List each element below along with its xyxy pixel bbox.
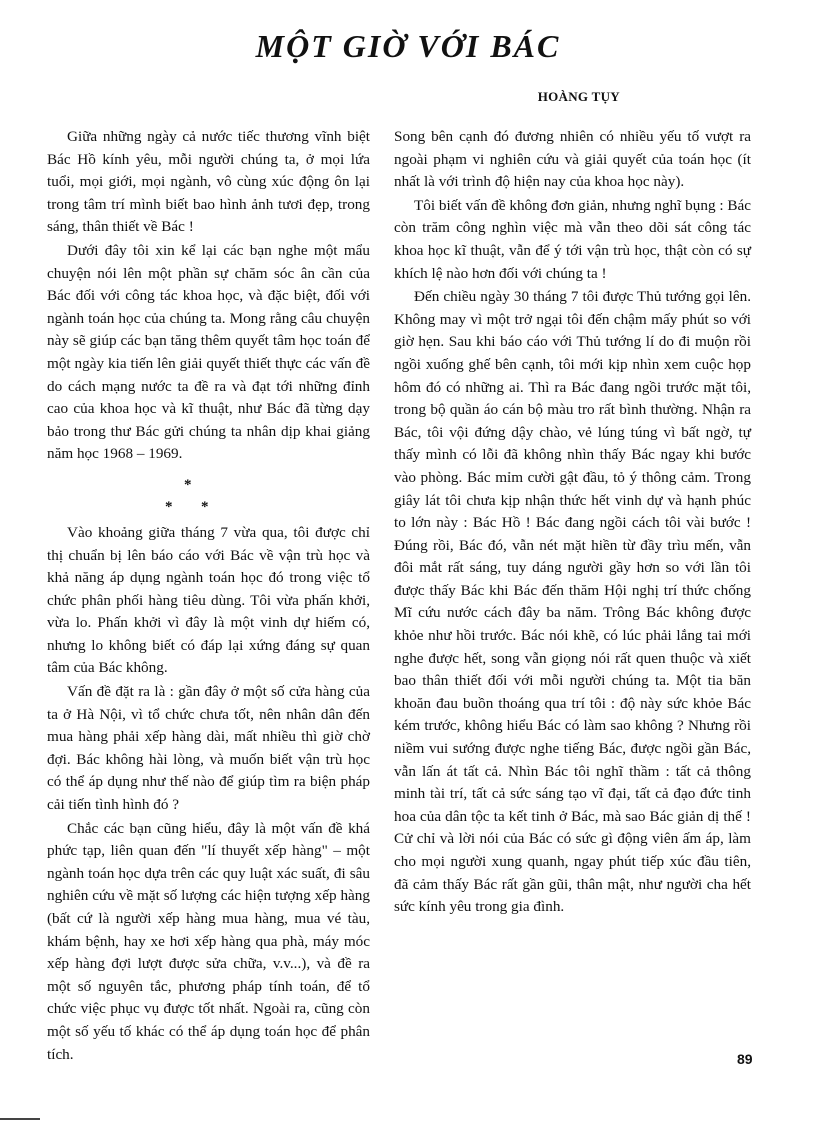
- right-column: [394, 126, 751, 919]
- paragraph: Đến chiều ngày 30 tháng 7 tôi được Thủ tướng gọi lên. Không may vì một trở ngại tôi đến chậm mấy phút so với giờ hẹn. Sau khi báo cáo với Thủ tướng lí do đi muộn rồi ngồi xuống ghế bên cạnh, tôi mới kịp nhìn xem cuộc họp hôm đó có những ai. Thì ra Bác đang ngồi trước mặt tôi, trong bộ quần áo cán bộ màu tro rất bình thường. Nhận ra Bác, tôi vội đứng dậy chào, vẻ lúng túng vì bất ngờ, tự thấy mình có lỗi đã không nhìn thấy Bác ngay khi bước vào phòng. Bác mỉm cười gật đầu, tỏ ý thông cảm. Trong giây lát tôi chưa kịp nhận thức hết vinh dự và hạnh phúc to lớn này : Bác Hồ ! Bác đang ngồi cách tôi vài bước ! Đúng rồi, Bác đó, vẫn nét mặt hiền từ đầy trìu mến, vẫn đôi mắt rất sáng, tuy dáng người gầy hơn so với lần tôi được thấy Bác khi Bác đến thăm Hội nghị trí thức chống Mĩ cứu nước cách đây ba năm. Trông Bác không được khỏe như hồi trước. Bác nói khẽ, có lúc phải lắng tai mới nghe được hết, song vẫn giọng nói rất quen thuộc và xiết bao thân thiết đối với mỗi người chúng ta. Một tia băn khoăn đau buồn thoáng qua trí tôi : độ này sức khỏe Bác kém trước, không hiểu Bác có làm sao không ? Nhưng rồi niềm vui sướng được nghe tiếng Bác, được ngồi gần Bác, vẫn lấn át tất cả. Nhìn Bác tôi nghĩ thầm : tất cả thông minh tài trí, tất cả sức sáng tạo vĩ đại, tất cả đạo đức tinh hoa của dân tộc ta kết tinh ở Bác, mà sao Bác giản dị thế ! Cử chỉ và lời nói của Bác có sức gì động viên ấm áp, làm cho mọi người xung quanh, ngay phút tiếp xúc đầu tiên, đã cảm thấy Bác rất gần gũi, thân mật, như người cha hết sức kính yêu trong gia đình.: [394, 288, 751, 916]
- paragraph: Giữa những ngày cả nước tiếc thương vĩnh biệt Bác Hồ kính yêu, mỗi người chúng ta, ở mọi lứa tuổi, mọi giới, mọi ngành, vô cùng xúc động ôn lại trong tâm trí mình biết bao hình ảnh tươi đẹp, trong sáng, thân thiết về Bác !: [47, 128, 370, 236]
- paragraph: Chắc các bạn cũng hiểu, đây là một vấn đề khá phức tạp, liên quan đến "lí thuyết xếp hàng" – một ngành toán học dựa trên các quy luật xác suất, đi sâu nghiên cứu về mặt số lượng các hiện tượng xếp hàng (bất cứ là người xếp hàng mua hàng, mua vé tàu, khám bệnh, hay xe hơi xếp hàng qua phà, máy móc xếp hàng đợi lượt được sửa chữa, v.v...), và đề ra một số nguyên tắc, phương pháp tính toán, để tổ chức việc phục vụ được tốt nhất. Ngoài ra, cũng còn một số yếu tố khác có thể áp dụng toán học để phân tích.: [47, 819, 370, 1063]
- author-name: HOÀNG TỤY: [537, 89, 620, 104]
- section-divider-asterisks: [47, 466, 370, 516]
- paragraph: Dưới đây tôi xin kể lại các bạn nghe một mẩu chuyện nói lên một phần sự chăm sóc ân cần của Bác đối với công tác khoa học, và đặc biệt, đối với ngành toán học của chúng ta. Mong rằng câu chuyện này sẽ giúp các bạn tăng thêm quyết tâm học toán để một ngày kia tiến lên giải quyết thiết thực các vấn đề do cách mạng nước ta đề ra và đạt tới những đỉnh cao của khoa học và kĩ thuật, như Bác đã từng dạy bảo trong thư Bác gửi chúng ta nhân dịp khai giảng năm học 1968 – 1969.: [47, 241, 370, 463]
- asterisk: *: [165, 498, 173, 515]
- paragraph: Tôi biết vấn đề không đơn giản, nhưng nghĩ bụng : Bác còn trăm công nghìn việc mà vẫn theo dõi sát công tác khoa học kĩ thuật, vẫn để ý tới vận trù học, thật còn có sự khích lệ nào hơn đối với chúng ta !: [394, 196, 751, 282]
- asterisk: *: [201, 498, 209, 515]
- article-title: MỘT GIỜ VỚI BÁC: [255, 28, 561, 64]
- page-number: 89: [737, 1051, 753, 1067]
- footer-rule: [0, 1118, 40, 1120]
- paragraph: Vào khoảng giữa tháng 7 vừa qua, tôi được chỉ thị chuẩn bị lên báo cáo với Bác về vận trù học và khả năng áp dụng ngành toán học đó trong việc tổ chức phân phối hàng tiêu dùng. Tôi vừa phấn khởi, vừa lo. Phấn khởi vì đây là một vinh dự hiếm có, nhưng lo không biết có đáp lại xứng đáng sự quan tâm của Bác không.: [47, 523, 370, 677]
- paragraph: Song bên cạnh đó đương nhiên có nhiều yếu tố vượt ra ngoài phạm vi nghiên cứu và giải quyết của toán học (ít nhất là với trình độ hiện nay của khoa học này).: [394, 128, 751, 191]
- paragraph: Vấn đề đặt ra là : gần đây ở một số cửa hàng của ta ở Hà Nội, vì tổ chức chưa tốt, nên nhân dân đến mua hàng phải xếp hàng dài, mất nhiều thì giờ chờ đợi. Bác không hài lòng, và muốn biết vận trù học có thể áp dụng như thế nào để giúp tìm ra biện pháp cải tiến tình hình đó ?: [47, 683, 370, 814]
- asterisk: *: [184, 476, 192, 493]
- left-column: [47, 126, 370, 1066]
